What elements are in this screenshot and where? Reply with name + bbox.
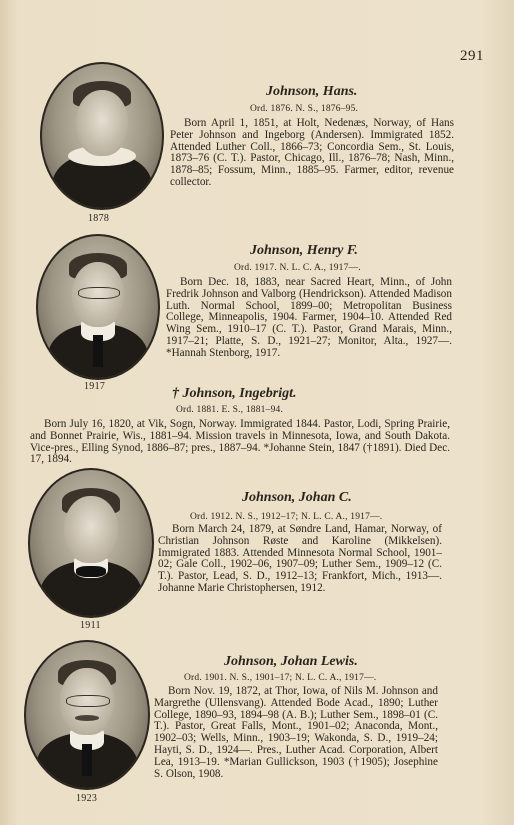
photo-year: 1923 (76, 793, 98, 804)
biography-text: Born Nov. 19, 1872, at Thor, Iowa, of Nils M. Johnson and Margrethe (Ullensvang). Attended Bode Acad., 1890; Luther College, 1890–93, 1894–98 (A. B.); Luther Sem., 1898–01 (C. T.). Pastor, Great Falls, Mont., 1901–02; Anaconda, Mont., 1902–03; Wells, Minn., 1903–19; Wakonda, S. D., 1919–24; Hayti, S. D., 1924—. Pres., Luther Acad. Corporation, Albert Lea, 1913–19. *Marian Gullickson, 1903 (†1905); Josephine S. Olson, 1908. (154, 685, 438, 780)
portrait-photo (24, 640, 150, 790)
ordination-line: Ord. 1876. N. S., 1876–95. (250, 104, 359, 114)
portrait-photo (28, 468, 154, 618)
portrait-photo (36, 234, 160, 380)
entry-name: † Johnson, Ingebrigt. (172, 386, 297, 401)
photo-year: 1878 (88, 213, 110, 224)
ordination-line: Ord. 1881. E. S., 1881–94. (176, 405, 284, 415)
entry-name: Johnson, Johan C. (242, 490, 352, 505)
entry-name: Johnson, Hans. (266, 84, 358, 99)
entry-name: Johnson, Henry F. (250, 243, 358, 258)
biography-text: Born March 24, 1879, at Søndre Land, Hamar, Norway, of Christian Johnson Røste and Karoline (Mikkelsen). Immigrated 1883. Attended Minnesota Normal School, 1901–02; Gale Coll., 1902–06, 1907–09; Luther Sem., 1909–12 (C. T.). Pastor, Lead, S. D., 1912–13; Frankfort, Mich., 1913—. Johanne Marie Christophersen, 1912. (158, 523, 442, 594)
ordination-line: Ord. 1912. N. S., 1912–17; N. L. C. A., 1917—. (190, 512, 383, 522)
biography-text: Born April 1, 1851, at Holt, Nedenæs, Norway, of Hans Peter Johnson and Ingeborg (Andersen). Immigrated 1852. Attended Luther Coll., 1866–73; Concordia Sem., St. Louis, 1873–76 (C. T.). Pastor, Chicago, Ill., 1876–78; Nash, Minn., 1878–85; Fossum, Minn., 1885–95. Farmer, editor, revenue collector. (170, 117, 454, 188)
page-number: 291 (460, 48, 484, 64)
biography-text: Born Dec. 18, 1883, near Sacred Heart, Minn., of John Fredrik Johnson and Valborg (Hendrickson). Attended Madison Luth. Normal School, 1899–00; Metropolitan Business College, Minneapolis, 1904. Farmer, 1904–10. Attended Red Wing Sem., 1910–17 (C. T.). Pastor, Grand Marais, Minn., 1917–21; Platte, S. D., 1921–27; Monitor, Alta., 1927—. *Hannah Stenborg, 1917. (166, 276, 452, 359)
entry-name: Johnson, Johan Lewis. (224, 654, 358, 669)
ordination-line: Ord. 1917. N. L. C. A., 1917—. (234, 263, 361, 273)
ordination-line: Ord. 1901. N. S., 1901–17; N. L. C. A., 1917—. (184, 673, 377, 683)
biography-text: Born July 16, 1820, at Vik, Sogn, Norway. Immigrated 1844. Pastor, Lodi, Spring Prairie, and Bonnet Prairie, Wis., 1881–94. Mission travels in Minnesota, Iowa, and South Dakota. Vice-pres., Elling Synod, 1886–87; pres., 1887–94. *Johanne Stein, 1847 (†1891). Died Dec. 17, 1894. (30, 418, 450, 466)
portrait-photo (40, 62, 164, 210)
photo-year: 1911 (80, 620, 101, 631)
photo-year: 1917 (84, 381, 106, 392)
